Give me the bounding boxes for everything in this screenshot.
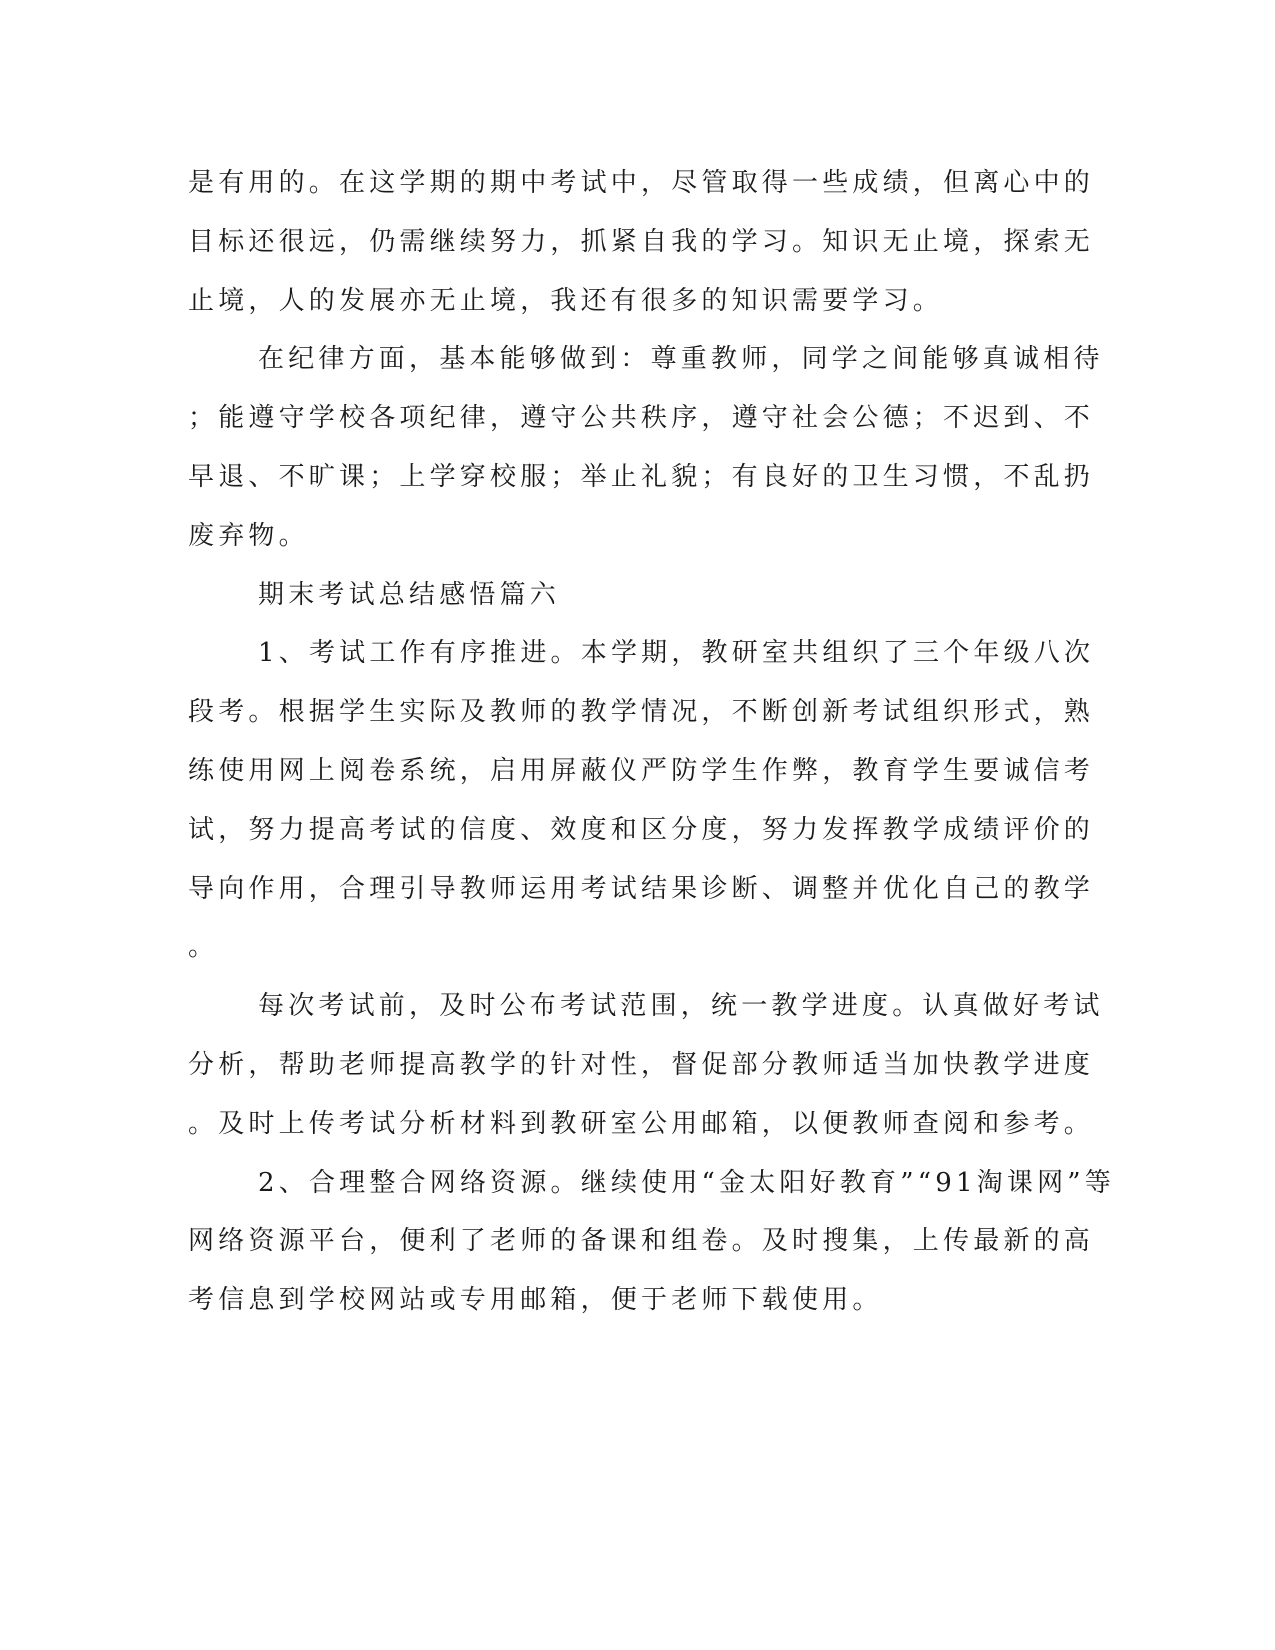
text-line: 废弃物。 (188, 521, 309, 551)
text-line: 目标还很远，仍需继续努力，抓紧自我的学习。知识无止境，探索无 (188, 227, 1095, 257)
text-line: 网络资源平台，便利了老师的备课和组卷。及时搜集，上传最新的高 (188, 1226, 1095, 1256)
text-line: 止境，人的发展亦无止境，我还有很多的知识需要学习。 (188, 286, 944, 316)
text-line: 。及时上传考试分析材料到教研室公用邮箱，以便教师查阅和参考。 (188, 1109, 1095, 1139)
text-line: 段考。根据学生实际及教师的教学情况，不断创新考试组织形式，熟 (188, 697, 1095, 727)
paragraph-first-line: 1、考试工作有序推进。本学期，教研室共组织了三个年级八次 (258, 638, 1095, 668)
text-line: ；能遵守学校各项纪律，遵守公共秩序，遵守社会公德；不迟到、不 (188, 403, 1095, 433)
text-line: 分析，帮助老师提高教学的针对性，督促部分教师适当加快教学进度 (188, 1050, 1095, 1080)
paragraph-first-line: 在纪律方面，基本能够做到：尊重教师，同学之间能够真诚相待 (258, 344, 1104, 374)
text-line: 。 (188, 932, 219, 962)
section-heading: 期末考试总结感悟篇六 (258, 580, 561, 610)
paragraph-first-line: 2、合理整合网络资源。继续使用“金太阳好教育”“91淘课网”等 (258, 1168, 1115, 1198)
text-line: 考信息到学校网站或专用邮箱，便于老师下载使用。 (188, 1285, 883, 1315)
text-line: 试，努力提高考试的信度、效度和区分度，努力发挥教学成绩评价的 (188, 815, 1095, 845)
text-line: 导向作用，合理引导教师运用考试结果诊断、调整并优化自己的教学 (188, 874, 1095, 904)
text-line: 是有用的。在这学期的期中考试中，尽管取得一些成绩，但离心中的 (188, 168, 1095, 198)
paragraph-first-line: 每次考试前，及时公布考试范围，统一教学进度。认真做好考试 (258, 991, 1104, 1021)
text-line: 练使用网上阅卷系统，启用屏蔽仪严防学生作弊，教育学生要诚信考 (188, 756, 1095, 786)
text-line: 早退、不旷课；上学穿校服；举止礼貌；有良好的卫生习惯，不乱扔 (188, 462, 1095, 492)
